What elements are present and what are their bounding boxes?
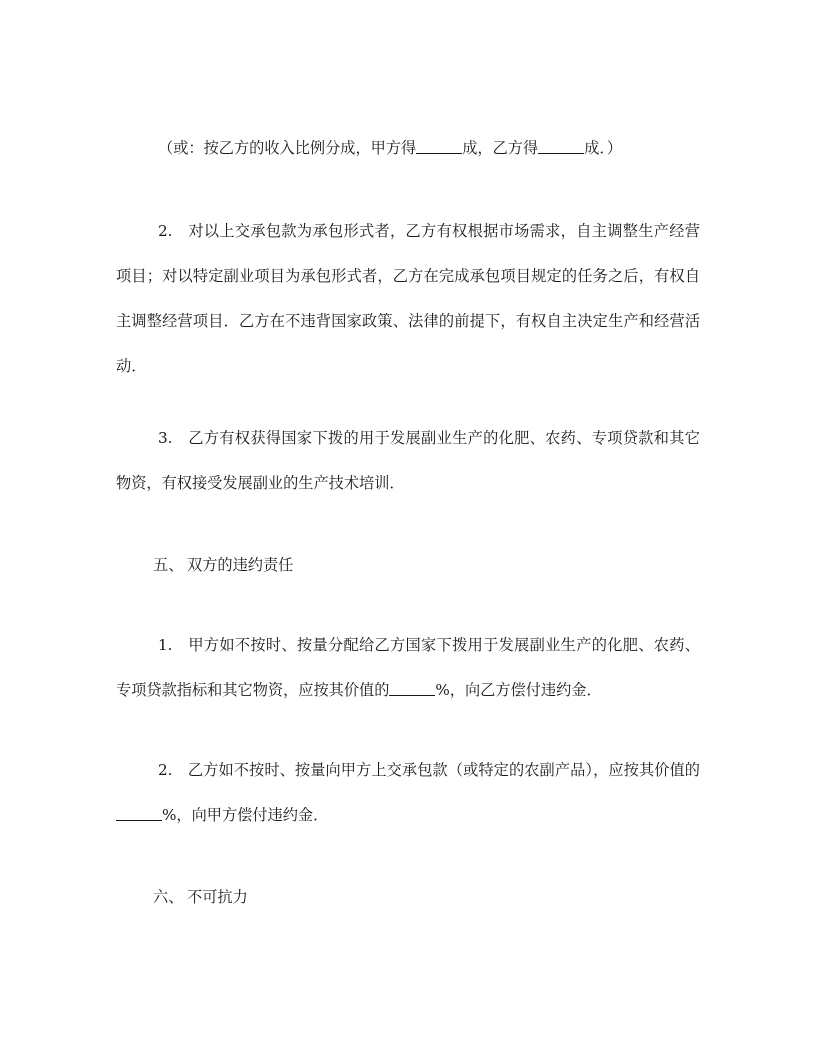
- paragraph-penalty-2: [116, 748, 700, 838]
- fill-blank: [389, 681, 435, 696]
- paragraph-clause-2: 2. 对以上交承包款为承包形式者，乙方有权根据市场需求，自主调整生产经营项目；对以特定副业项目为承包形式者，乙方在完成承包项目规定的任务之后，有权自主调整经营项目．乙方在不违背国家政策、法律的前提下，有权自主决定生产和经营活动．: [116, 222, 700, 375]
- section-title: 不可抗力: [187, 888, 248, 906]
- paragraph-profit-share: [116, 126, 700, 171]
- text-segment: 成．）: [584, 139, 623, 157]
- text-segment: （或：按乙方的收入比例分成，甲方得: [158, 139, 417, 157]
- section-heading-5: [153, 555, 293, 575]
- text-segment: %，向甲方偿付违约金．: [162, 806, 329, 824]
- section-heading-6: [153, 887, 248, 907]
- fill-blank: [538, 139, 584, 154]
- text-segment: %，向乙方偿付违约金．: [435, 681, 602, 699]
- fill-blank: [116, 806, 162, 821]
- section-number: 五、: [153, 556, 184, 574]
- paragraph-clause-3: 3. 乙方有权获得国家下拨的用于发展副业生产的化肥、农药、专项贷款和其它物资，有权接受发展副业的生产技术培训．: [116, 429, 700, 492]
- section-title: 双方的违约责任: [187, 556, 294, 574]
- paragraph-penalty-1: [116, 623, 700, 713]
- text-segment: 成，乙方得: [462, 139, 539, 157]
- text-segment: 2. 乙方如不按时、按量向甲方上交承包款（或特定的农副产品），应按其价值的: [158, 761, 700, 779]
- fill-blank: [416, 139, 462, 154]
- text-segment: 1. 甲方如不按时、按量分配给乙方国家下拨用于发展副业生产的化肥、农药、专项贷款指标和其它物资，应按其价值的: [116, 636, 700, 699]
- section-number: 六、: [153, 888, 184, 906]
